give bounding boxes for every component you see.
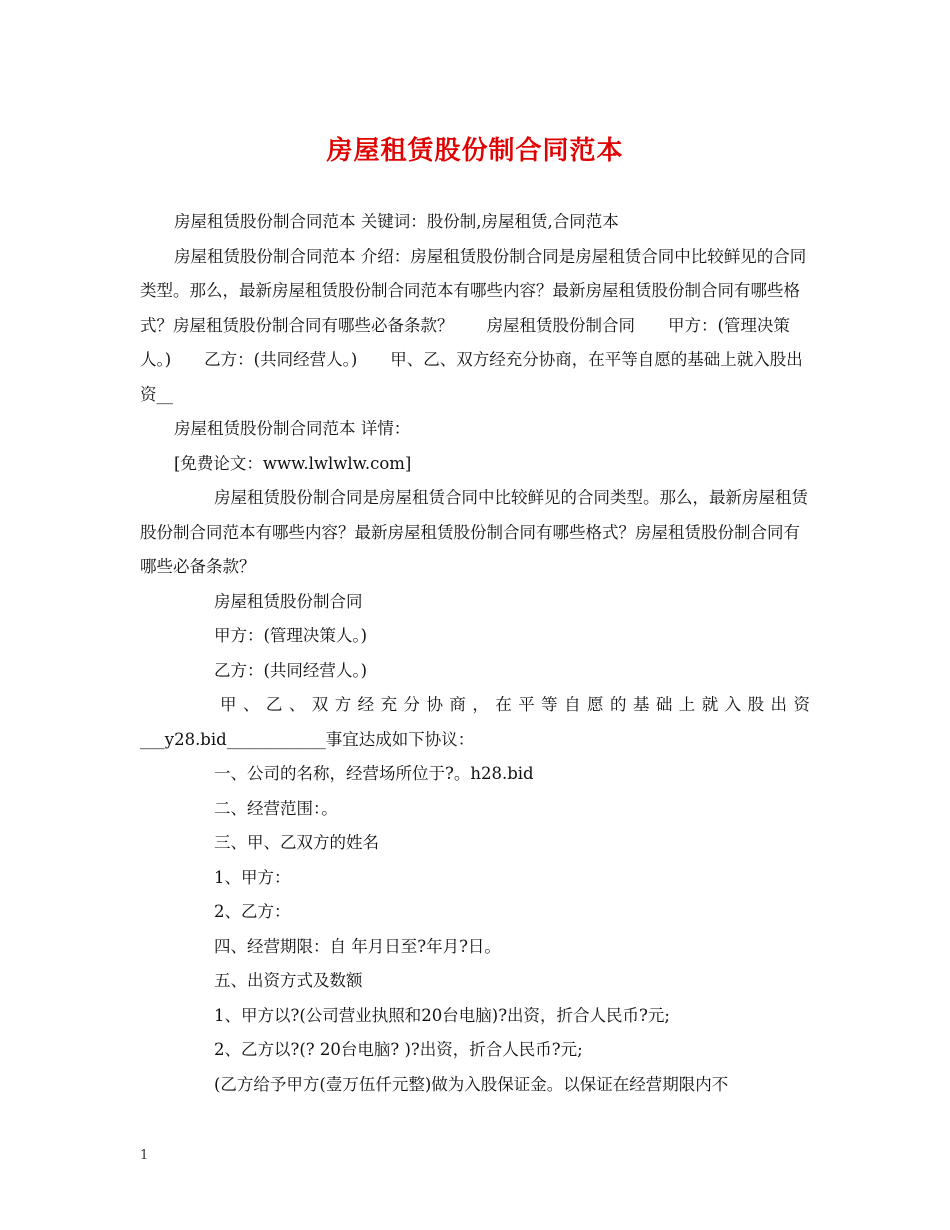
contract-heading: 房屋租赁股份制合同 [214,591,363,611]
clause-party-b-name: 2、乙方： [214,902,291,921]
clause-company-name: 一、公司的名称，经营场所位于?。h28.bid [214,764,534,783]
document-body [140,205,810,1102]
clause-business-scope: 二、经营范围：。 [214,798,338,818]
clause-investment-b: 2、乙方以?(? 20台电脑? )?出资，折合人民币?元; [214,1040,583,1059]
body-paragraph: 房屋租赁股份制合同是房屋租赁合同中比较鲜见的合同类型。那么，最新房屋租赁股份制合同范本有哪些内容？最新房屋租赁股份制合同有哪些格式？房屋租赁股份制合同有哪些必备条款？ [140,488,808,576]
document-title: 房屋租赁股份制合同范本 [326,136,624,166]
party-b-line: 乙方：(共同经营人。) [214,660,368,680]
details-heading: 房屋租赁股份制合同范本 详情： [174,419,411,438]
clause-term: 四、经营期限：自 年月日至?年月?日。 [214,936,501,956]
clause-deposit: (乙方给予甲方(壹万伍仟元整)做为入股保证金。以保证在经营期限内不 [214,1074,729,1094]
party-a-line: 甲方：(管理决策人。) [214,626,368,645]
source-note: [免费论文：www.lwlwlw.com] [174,453,412,473]
keywords-paragraph: 房屋租赁股份制合同范本 关键词：股份制,房屋租赁,合同范本 [174,212,619,231]
clause-party-names: 三、甲、乙双方的姓名 [214,833,379,852]
clause-investment: 五、出资方式及数额 [214,971,363,990]
agreement-line: 甲、乙、双方经充分协商，在平等自愿的基础上就入股出资 [220,695,810,714]
page-number: 1 [140,1148,149,1163]
intro-paragraph: 房屋租赁股份制合同范本 介绍：房屋租赁股份制合同是房屋租赁合同中比较鲜见的合同类型。那么，最新房屋租赁股份制合同范本有哪些内容？最新房屋租赁股份制合同有哪些格式？房屋租赁股份制合同有哪些必备条款？ 房屋租赁股份制合同 甲方：(管理决策人。) 乙方：(共同经营人。) 甲、乙、双方经充分协商，在平等自愿的基础上就入股出资__ [140,246,807,404]
clause-investment-a: 1、甲方以?(公司营业执照和20台电脑)?出资，折合人民币?元; [214,1005,670,1025]
agreement-line-continued: ___y28.bid____________事宜达成如下协议： [140,729,475,749]
clause-party-a-name: 1、甲方： [214,867,291,887]
